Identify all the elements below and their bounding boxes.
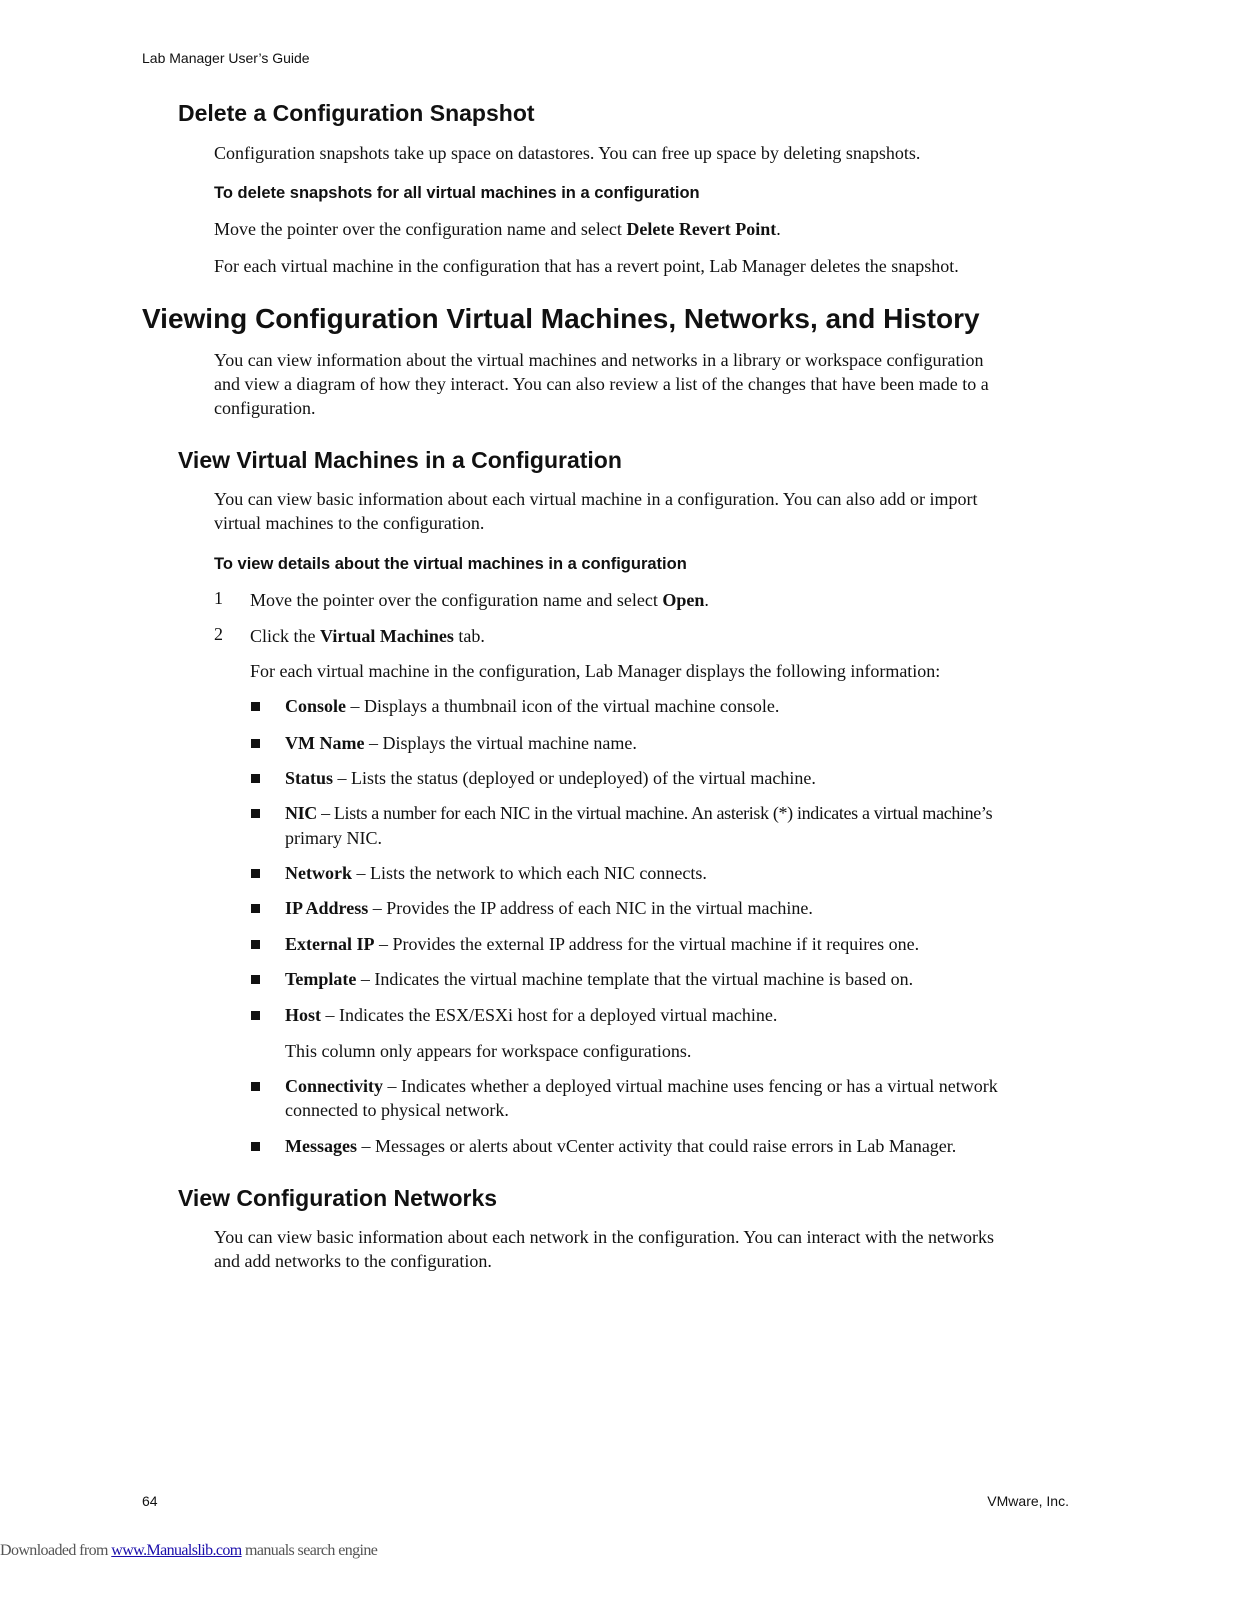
list-item-term: External IP bbox=[285, 934, 375, 954]
list-item-connectivity bbox=[285, 1074, 998, 1098]
list-item-external-ip bbox=[285, 932, 919, 956]
section-title-delete-snapshot: Delete a Configuration Snapshot bbox=[178, 100, 535, 126]
list-item-term: Template bbox=[285, 969, 357, 989]
page-number: 64 bbox=[142, 1493, 158, 1509]
step-number: 1 bbox=[214, 588, 223, 608]
list-item-term: Console bbox=[285, 696, 347, 716]
view-vms-procedure-title: To view details about the virtual machines in a configuration bbox=[214, 555, 687, 573]
section-title-view-networks: View Configuration Networks bbox=[178, 1185, 498, 1211]
list-item-desc: – Displays a thumbnail icon of the virtual machine console. bbox=[346, 696, 780, 716]
list-item-desc: – Indicates the ESX/ESXi host for a deployed virtual machine. bbox=[321, 1005, 778, 1025]
download-notice bbox=[0, 1542, 377, 1560]
download-prefix: Downloaded from bbox=[0, 1542, 112, 1559]
view-vms-intro-line2: virtual machines to the configuration. bbox=[214, 513, 485, 533]
open-label: Open bbox=[662, 590, 705, 610]
list-item-term: Host bbox=[285, 1005, 321, 1025]
list-item-template bbox=[285, 967, 913, 991]
delete-snapshot-intro: Configuration snapshots take up space on datastores. You can free up space by deleting snapshots. bbox=[214, 143, 921, 163]
list-item-connectivity-continued: connected to physical network. bbox=[285, 1100, 509, 1120]
list-item-term: IP Address bbox=[285, 898, 369, 918]
bullet-marker bbox=[251, 904, 260, 913]
manualslib-link[interactable]: www.Manualslib.com bbox=[111, 1542, 242, 1559]
list-item-network bbox=[285, 861, 707, 885]
list-item-term: Status bbox=[285, 768, 334, 788]
list-item-desc: – Provides the external IP address for the virtual machine if it requires one. bbox=[374, 934, 920, 954]
view-vms-intro-line1: You can view basic information about each virtual machine in a configuration. You can also add or import bbox=[214, 489, 978, 509]
step-open bbox=[250, 588, 709, 612]
list-item-desc: – Lists the status (deployed or undeployed) of the virtual machine. bbox=[333, 768, 816, 788]
list-item-desc: – Lists a number for each NIC in the virtual machine. An asterisk (*) indicates a virtual machine’s bbox=[316, 803, 993, 823]
list-item-desc: – Displays the virtual machine name. bbox=[364, 733, 637, 753]
list-item-desc: – Messages or alerts about vCenter activity that could raise errors in Lab Manager. bbox=[356, 1136, 957, 1156]
list-item-nic-continued: primary NIC. bbox=[285, 828, 382, 848]
bullet-marker bbox=[251, 1082, 260, 1091]
list-item-console bbox=[285, 694, 779, 718]
list-item-ip-address bbox=[285, 896, 813, 920]
bullet-marker bbox=[251, 940, 260, 949]
list-item-vm-name bbox=[285, 731, 637, 755]
bullet-marker bbox=[251, 809, 260, 818]
delete-step-text: Move the pointer over the configuration name and select bbox=[214, 219, 627, 239]
bullet-marker bbox=[251, 1142, 260, 1151]
step-text: Move the pointer over the configuration name and select bbox=[250, 590, 663, 610]
list-item-term: Connectivity bbox=[285, 1076, 383, 1096]
step-number: 2 bbox=[214, 624, 223, 644]
viewing-intro-line3: configuration. bbox=[214, 398, 316, 418]
delete-revert-point-label: Delete Revert Point bbox=[626, 219, 777, 239]
list-item-nic bbox=[285, 801, 992, 825]
step-period: . bbox=[704, 590, 709, 610]
download-suffix: manuals search engine bbox=[241, 1542, 378, 1559]
bullet-marker bbox=[251, 1011, 260, 1020]
list-item-term: NIC bbox=[285, 803, 317, 823]
view-networks-intro-line2: and add networks to the configuration. bbox=[214, 1251, 492, 1271]
list-item-desc: – Indicates the virtual machine template that the virtual machine is based on. bbox=[356, 969, 914, 989]
step-virtual-machines-tab bbox=[250, 624, 485, 648]
list-item-host bbox=[285, 1003, 777, 1027]
running-header: Lab Manager User’s Guide bbox=[142, 50, 310, 66]
chapter-title-viewing: Viewing Configuration Virtual Machines, Networks, and History bbox=[142, 303, 980, 334]
bullet-marker bbox=[251, 869, 260, 878]
list-item-messages bbox=[285, 1134, 956, 1158]
list-item-term: Messages bbox=[285, 1136, 357, 1156]
list-item-term: VM Name bbox=[285, 733, 365, 753]
step-text-after: tab. bbox=[453, 626, 485, 646]
step-text: Click the bbox=[250, 626, 320, 646]
delete-result: For each virtual machine in the configuration that has a revert point, Lab Manager deletes the snapshot. bbox=[214, 256, 959, 276]
viewing-intro-line2: and view a diagram of how they interact. You can also review a list of the changes that have been made to a bbox=[214, 374, 989, 394]
delete-step bbox=[214, 217, 781, 241]
bullet-marker bbox=[251, 975, 260, 984]
bullet-marker bbox=[251, 774, 260, 783]
displays-intro: For each virtual machine in the configuration, Lab Manager displays the following information: bbox=[250, 661, 941, 681]
bullet-marker bbox=[251, 739, 260, 748]
section-title-view-vms: View Virtual Machines in a Configuration bbox=[178, 447, 622, 473]
list-item-host-note: This column only appears for workspace configurations. bbox=[285, 1041, 692, 1061]
viewing-intro-line1: You can view information about the virtual machines and networks in a library or workspace configuration bbox=[214, 350, 984, 370]
list-item-term: Network bbox=[285, 863, 352, 883]
bullet-marker bbox=[251, 702, 260, 711]
delete-procedure-title: To delete snapshots for all virtual machines in a configuration bbox=[214, 184, 700, 202]
list-item-desc: – Provides the IP address of each NIC in the virtual machine. bbox=[368, 898, 813, 918]
virtual-machines-tab-label: Virtual Machines bbox=[320, 626, 454, 646]
list-item-status bbox=[285, 766, 816, 790]
view-networks-intro-line1: You can view basic information about each network in the configuration. You can interact with the networks bbox=[214, 1227, 994, 1247]
list-item-desc: – Indicates whether a deployed virtual machine uses fencing or has a virtual network bbox=[383, 1076, 998, 1096]
footer-company: VMware, Inc. bbox=[987, 1493, 1069, 1509]
list-item-desc: – Lists the network to which each NIC connects. bbox=[351, 863, 707, 883]
delete-step-period: . bbox=[776, 219, 781, 239]
